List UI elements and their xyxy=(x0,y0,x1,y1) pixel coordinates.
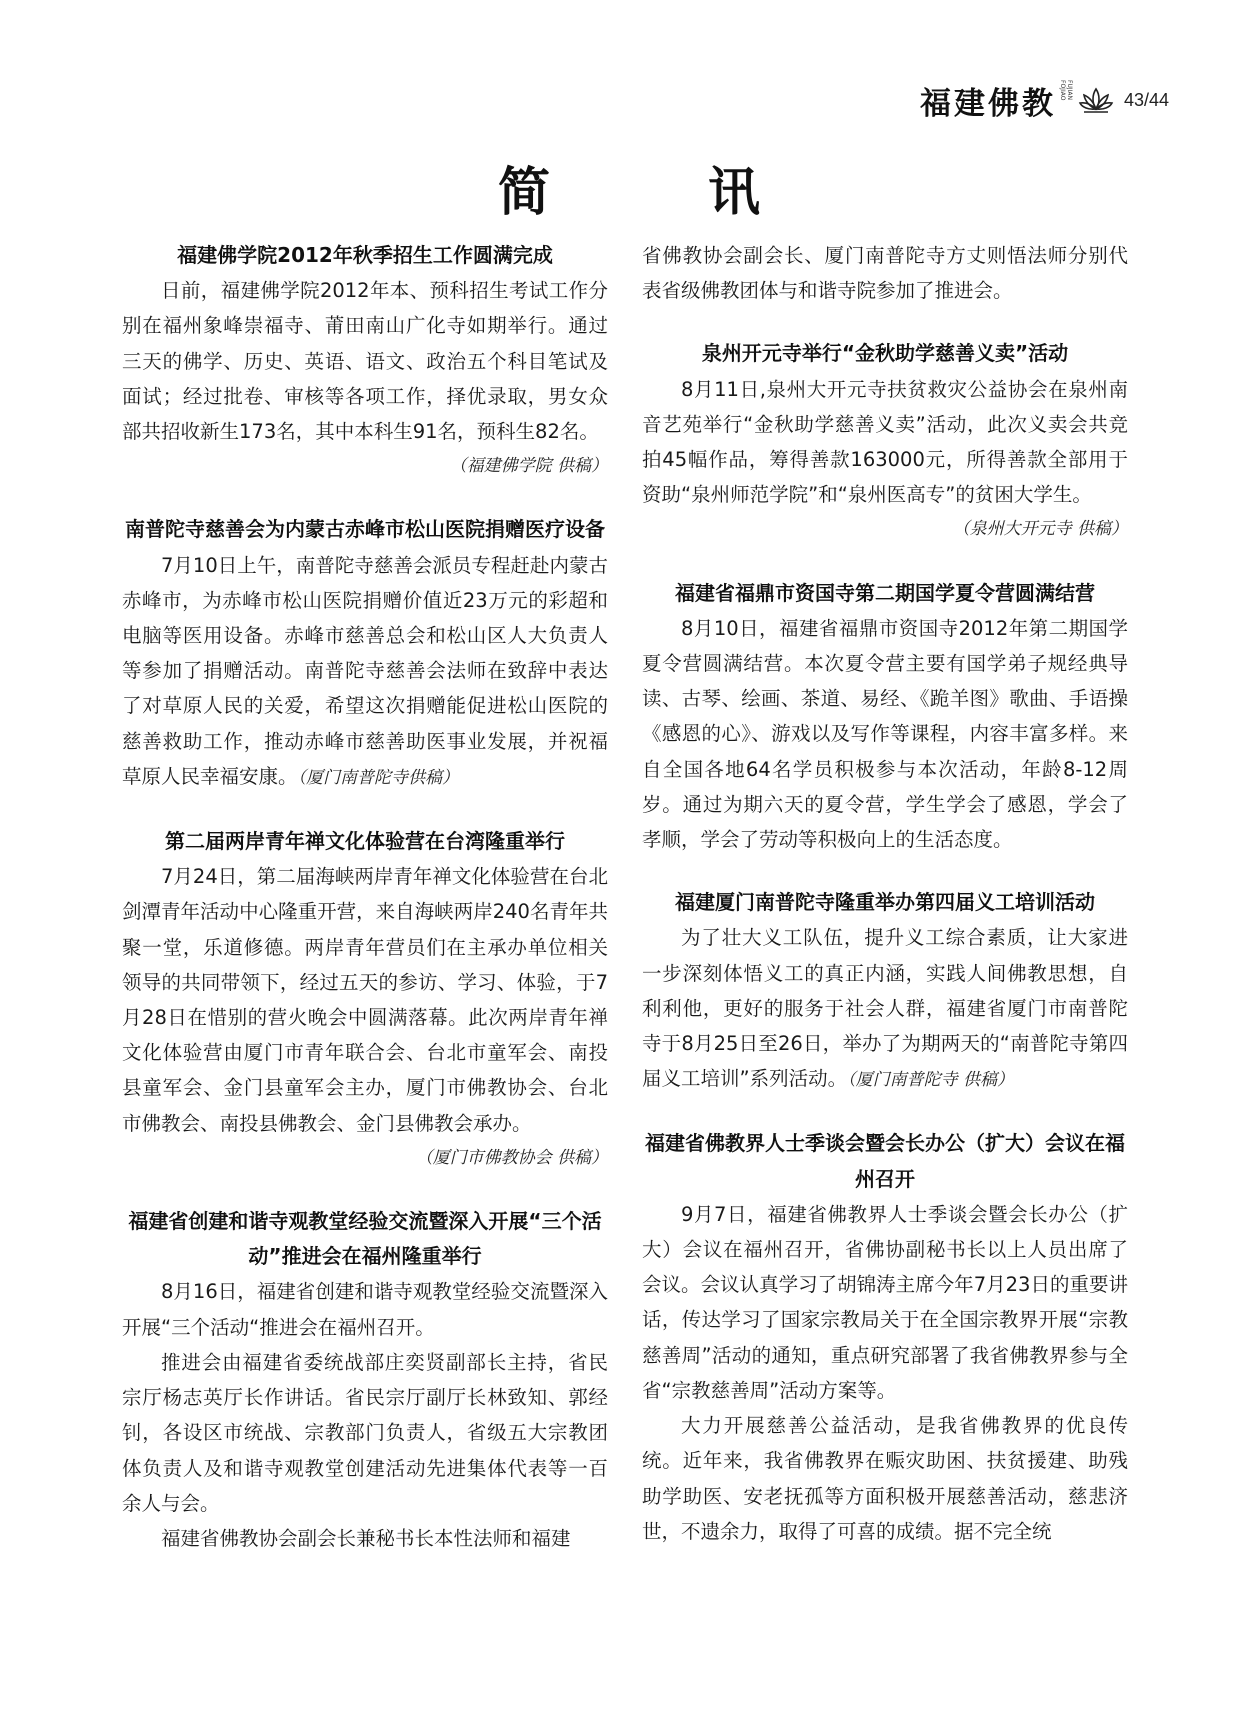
left-column xyxy=(122,238,608,1556)
article-headline: 福建省福鼎市资国寺第二期国学夏令营圆满结营 xyxy=(675,580,1095,605)
article-paragraph: 8月10日，福建省福鼎市资国寺2012年第二期国学夏令营圆满结营。本次夏令营主要有国学弟子规经典导读、古琴、绘画、茶道、易经、《跪羊图》歌曲、手语操《感恩的心》、游戏以及写作等课程，内容丰富多样。来自全国各地64名学员积极参与本次活动，年龄8-12周岁。通过为期六天的夏令营，学生学会了感恩，学会了孝顺，学会了劳动等积极向上的生活态度。 xyxy=(642,616,1128,852)
article-paragraph: 7月24日，第二届海峡两岸青年禅文化体验营在台北剑潭青年活动中心隆重开营，来自海峡两岸240名青年共聚一堂，乐道修德。两岸青年营员们在主承办单位相关领导的共同带领下，经过五天的参访、学习、体验，于7月28日在惜别的营火晚会中圆满落幕。此次两岸青年禅文化体验营由厦门市青年联合会、台北市童军会、南投县童军会、金门县童军会主办，厦门市佛教协会、台北市佛教会、南投县佛教会、金门县佛教会承办。 （厦门市佛教协会 供稿） xyxy=(122,859,608,1141)
magazine-pinyin: FUJIAN FOJIAO xyxy=(1059,80,1073,101)
page-title: 简 讯 xyxy=(497,162,831,223)
article-credit: （厦门南普陀寺供稿） xyxy=(297,767,460,788)
article-continued-paragraph: 省佛教协会副会长、厦门南普陀寺方丈则悟法师分别代表省级佛教团体与和谐寺院参加了推进会。 xyxy=(642,244,1128,303)
article-credit: （厦门南普陀寺 供稿） xyxy=(847,1070,1015,1091)
article-paragraph: 推进会由福建省委统战部庄奕贤副部长主持，省民宗厅杨志英厅长作讲话。省民宗厅副厅长林致知、郭经钊，各设区市统战、宗教部门负责人，省级五大宗教团体负责人及和谐寺观教堂创建活动先进集体代表等一百余人与会。 xyxy=(122,1350,608,1515)
article-headline: 第二届两岸青年禅文化体验营在台湾隆重举行 xyxy=(165,829,565,854)
lotus-icon xyxy=(1078,85,1114,115)
article-8 xyxy=(642,1126,1128,1548)
article-headline: 福建省佛教界人士季谈会暨会长办公（扩大）会议在福州召开 xyxy=(645,1131,1125,1191)
article-credit: （泉州大开元寺 供稿） xyxy=(952,519,1128,540)
article-paragraph: 日前，福建佛学院2012年本、预科招生考试工作分别在福州象峰崇福寺、莆田南山广化寺如期举行。通过三天的佛学、历史、英语、语文、政治五个科目笔试及面试；经过批卷、审核等各项工作，择优录取，男女众部共招收新生173名，其中本科生91名，预科生82名。 （福建佛学院 供稿） xyxy=(122,273,608,449)
article-5 xyxy=(642,336,1128,547)
article-headline: 南普陀寺慈善会为内蒙古赤峰市松山医院捐赠医疗设备 xyxy=(125,517,605,542)
article-headline: 泉州开元寺举行“金秋助学慈善义卖”活动 xyxy=(701,341,1069,366)
article-paragraph: 9月7日，福建省佛教界人士季谈会暨会长办公（扩大）会议在福州召开，省佛协副秘书长以上人员出席了会议。会议认真学习了胡锦涛主席今年7月23日的重要讲话，传达学习了国家宗教局关于在全国宗教界开展“宗教慈善周”活动的通知，重点研究部署了我省佛教界参与全省“宗教慈善周”活动方案等。 xyxy=(642,1202,1128,1402)
page-number: 43/44 xyxy=(1124,89,1170,110)
article-paragraph: 福建省佛教协会副会长兼秘书长本性法师和福建 xyxy=(161,1526,571,1550)
article-headline: 福建厦门南普陀寺隆重举办第四届义工培训活动 xyxy=(675,890,1095,915)
article-7 xyxy=(642,885,1128,1098)
article-headline: 福建省创建和谐寺观教堂经验交流暨深入开展“三个活动”推进会在福州隆重举行 xyxy=(128,1209,602,1269)
article-1 xyxy=(122,238,608,484)
article-3 xyxy=(122,824,608,1176)
right-column xyxy=(642,238,1128,1549)
article-headline: 福建佛学院2012年秋季招生工作圆满完成 xyxy=(177,243,553,267)
article-paragraph: 为了壮大义工队伍，提升义工综合素质，让大家进一步深刻体悟义工的真正内涵，实践人间佛教思想，自利利他，更好的服务于社会人群，福建省厦门市南普陀寺于8月25日至26日，举办了为期两天的“南普陀寺第四届义工培训”系列活动。（厦门南普陀寺 供稿） xyxy=(642,926,1128,1091)
article-paragraph: 8月11日,泉州大开元寺扶贫救灾公益协会在泉州南音艺苑举行“金秋助学慈善义卖”活动，此次义卖会共竞拍45幅作品，筹得善款163000元，所得善款全部用于资助“泉州师范学院”和“泉州医高专”的贫困大学生。 （泉州大开元寺 供稿） xyxy=(642,372,1128,513)
article-paragraph: 7月10日上午，南普陀寺慈善会派员专程赶赴内蒙古赤峰市，为赤峰市松山医院捐赠价值近23万元的彩超和电脑等医用设备。赤峰市慈善总会和松山区人大负责人等参加了捐赠活动。南普陀寺慈善会法师在致辞中表达了对草原人民的关爱，希望这次捐赠能促进松山医院的慈善救助工作，推动赤峰市慈善助医事业发展，并祝福草原人民幸福安康。（厦门南普陀寺供稿） xyxy=(122,553,608,788)
article-credit: （厦门市佛教协会 供稿） xyxy=(415,1147,608,1168)
article-6 xyxy=(642,576,1128,858)
article-credit: （福建佛学院 供稿） xyxy=(449,456,608,477)
article-paragraph: 8月16日，福建省创建和谐寺观教堂经验交流暨深入开展“三个活动“推进会在福州召开。 xyxy=(122,1280,608,1339)
masthead xyxy=(920,80,1190,120)
article-4 xyxy=(122,1204,608,1556)
article-2 xyxy=(122,512,608,796)
article-paragraph: 大力开展慈善公益活动，是我省佛教界的优良传统。近年来，我省佛教界在赈灾助困、扶贫援建、助残助学助医、安老抚孤等方面积极开展慈善活动，慈悲济世，不遗余力，取得了可喜的成绩。据不完全统 xyxy=(642,1414,1128,1543)
magazine-title: 福建佛教 xyxy=(920,85,1056,122)
